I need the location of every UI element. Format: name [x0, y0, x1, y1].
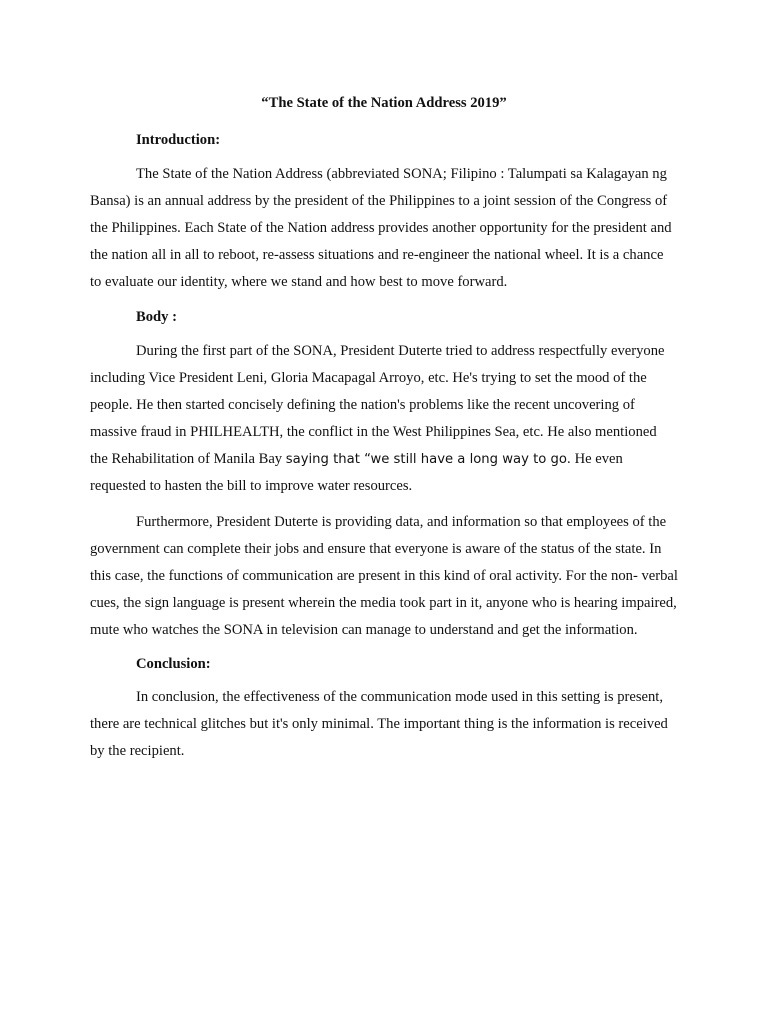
introduction-paragraph: The State of the Nation Address (abbreviated SONA; Filipino : Talumpati sa Kalagayan ng Bansa) is an annual address by the president of the Philippines to a joint session of the Congress of the Philippines. Each State of the Nation address provides another opportunity for the president and the nation all in all to reboot, re-assess situations and re-engineer the national wheel. It is a chance to evaluate our identity, where we stand and how best to move forward.	[90, 166, 672, 290]
document-content	[90, 93, 678, 765]
body-heading: Body :	[136, 309, 177, 325]
document-title: “The State of the Nation Address 2019”	[261, 95, 507, 111]
conclusion-heading: Conclusion:	[136, 656, 211, 672]
body-paragraph-2: Furthermore, President Duterte is providing data, and information so that employees of the government can complete their jobs and ensure that everyone is aware of the status of the state. In this case, the functions of communication are present in this kind of oral activity. For the non- verbal cues, the sign language is present wherein the media took part in it, anyone who is hearing impaired, mute who watches the SONA in television can manage to understand and get the information.	[90, 514, 678, 638]
introduction-heading: Introduction:	[136, 132, 221, 148]
conclusion-paragraph: In conclusion, the effectiveness of the communication mode used in this setting is present, there are technical glitches but it's only minimal. The important thing is the information is received by the recipient.	[90, 689, 668, 759]
body-paragraph-1-text-a: During the first part of the SONA, President Duterte tried to address respectfully everyone including Vice President Leni, Gloria Macapagal Arroyo, etc. He's trying to set the mood of the people. He then started concisely defining the nation's problems like the recent uncovering of massive fraud in PHILHEALTH, the conflict in the West Philippines Sea, etc. He also mentioned the Rehabilitation of Manila Bay	[90, 343, 665, 467]
body-paragraph-1-quote: saying that “we still have a long way to go.	[285, 452, 571, 467]
body-paragraph-1-text-b: He even requested to hasten the bill to improve water resources.	[90, 451, 623, 494]
body-paragraph-1	[90, 338, 678, 500]
